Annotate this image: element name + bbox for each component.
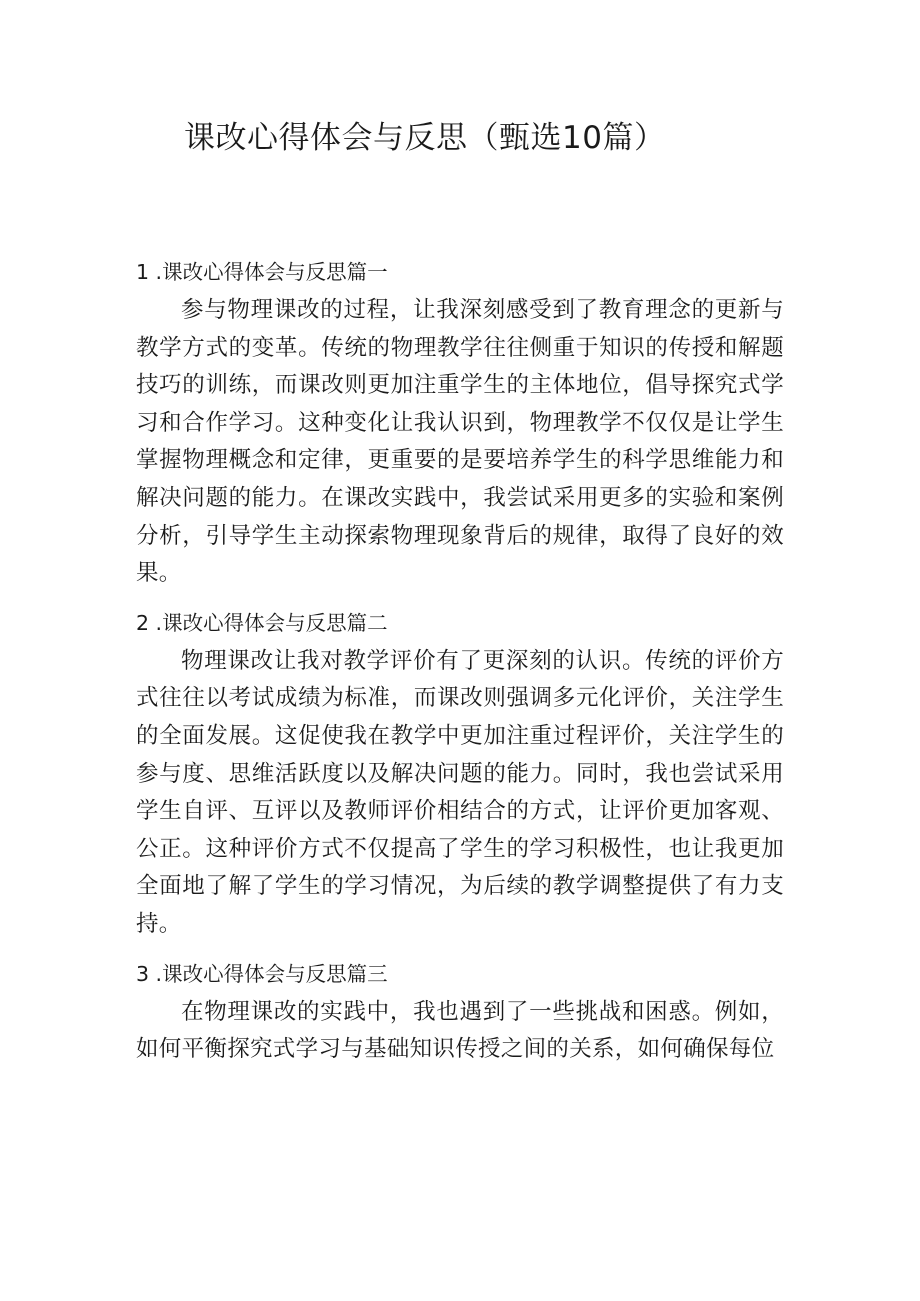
section-heading: 2 .课改心得体会与反思篇二	[136, 610, 388, 635]
section-paragraph: 物理课改让我对教学评价有了更深刻的认识。传统的评价方式往往以考试成绩为标准，而课改则强调多元化评价，关注学生的全面发展。这促使我在教学中更加注重过程评价，关注学生的参与度、思维活跃度以及解决问题的能力。同时，我也尝试采用学生自评、互评以及教师评价相结合的方式，让评价更加客观、公正。这种评价方式不仅提高了学生的学习积极性，也让我更加全面地了解了学生的学习情况，为后续的教学调整提供了有力支持。	[136, 647, 784, 937]
section-3	[136, 954, 784, 1069]
section-paragraph: 参与物理课改的过程，让我深刻感受到了教育理念的更新与教学方式的变革。传统的物理教学往往侧重于知识的传授和解题技巧的训练，而课改则更加注重学生的主体地位，倡导探究式学习和合作学习。这种变化让我认识到，物理教学不仅仅是让学生掌握物理概念和定律，更重要的是要培养学生的科学思维能力和解决问题的能力。在课改实践中，我尝试采用更多的实验和案例分析，引导学生主动探索物理现象背后的规律，取得了良好的效果。	[136, 297, 784, 587]
section-heading: 1 .课改心得体会与反思篇一	[136, 260, 388, 284]
section-paragraph: 在物理课改的实践中，我也遇到了一些挑战和困惑。例如，如何平衡探究式学习与基础知识传授之间的关系，如何确保每位	[136, 998, 784, 1063]
section-2	[136, 603, 784, 944]
document-body	[136, 252, 784, 1079]
section-heading: 3 .课改心得体会与反思篇三	[136, 961, 388, 986]
document-title: 课改心得体会与反思（甄选10篇）	[184, 120, 666, 156]
section-1	[136, 252, 784, 593]
